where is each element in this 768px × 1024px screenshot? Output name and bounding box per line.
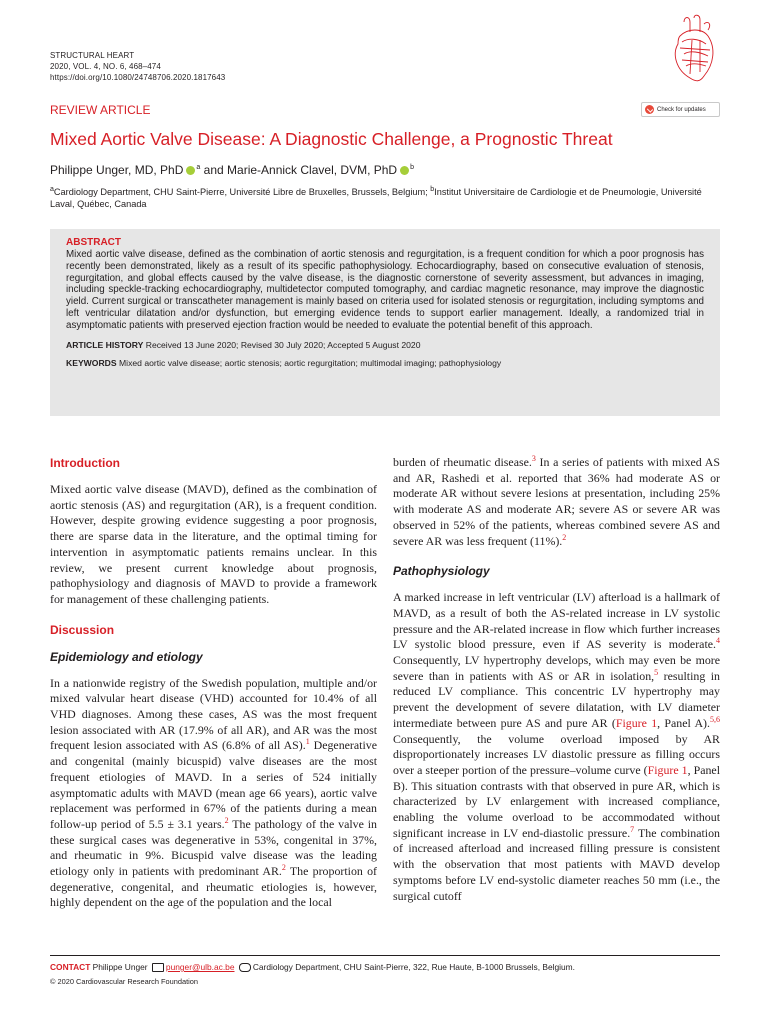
check-updates-label: Check for updates	[657, 106, 706, 113]
cont-text-1: burden of rheumatic disease.	[393, 455, 532, 469]
citation-link[interactable]: 5,6	[710, 714, 720, 724]
check-updates-icon	[645, 105, 654, 114]
journal-info	[50, 50, 225, 83]
citation-link[interactable]: 3	[531, 454, 536, 464]
abstract-box	[50, 229, 720, 416]
patho-text-b: Consequently, LV hypertrophy develops, which may even be more severe than in patients with AS or AR in isolation,	[393, 653, 720, 683]
intro-paragraph: Mixed aortic valve disease (MAVD), defined as the combination of aortic stenosis (AS) and regurgitation (AR), is a frequent condition. However, despite growing evidence suggesting a poor prognosis, there are sparse data in the literature, and the optimal timing for intervention in asymptomatic patients remains unclear. In this review, we present current knowledge about prognosis, pathophysiology and diagnosis of MAVD to provide a framework for management of these challenging patients.	[50, 482, 377, 606]
address-icon	[239, 963, 251, 972]
citation-link[interactable]: 2	[281, 863, 286, 873]
heart-logo-icon	[670, 14, 718, 84]
section-heading-discussion: Discussion	[50, 622, 115, 637]
epidemiology-paragraph	[50, 676, 377, 912]
section-heading-introduction: Introduction	[50, 456, 120, 470]
article-history	[66, 339, 704, 351]
patho-text-a: A marked increase in left ventricular (LV) afterload is a hallmark of MAVD, as a result of both the AS-related increase in LV systolic pressure and the AR-related increase in flow which further increases LV systolic blood pressure, even if AS severity is moderate.	[393, 590, 720, 652]
affiliation-a-mark: a	[50, 186, 54, 193]
orcid-icon[interactable]	[186, 166, 195, 175]
contact-email-link[interactable]: punger@ulb.ac.be	[165, 962, 235, 972]
contact-line	[50, 961, 575, 973]
footer-divider	[50, 955, 720, 956]
patho-text-e: Consequently, the volume overload imposed by AR disproportionately increases LV diastolic pressure as filling occurs over a steeper portion of the pressure–volume curve (	[393, 731, 720, 777]
contact-name: Philippe Unger	[92, 962, 148, 972]
author-2: Marie-Annick Clavel, DVM, PhD	[227, 163, 398, 177]
pathophysiology-paragraph	[393, 590, 720, 904]
patho-text-d: , Panel A).	[657, 715, 710, 730]
affiliation-b: Institut Universitaire de Cardiologie et de Pneumologie, Université Laval, Québec, Canada	[50, 187, 702, 210]
journal-volume: 2020, VOL. 4, NO. 6, 468–474	[50, 62, 161, 71]
article-type: REVIEW ARTICLE	[50, 103, 151, 117]
right-column	[393, 455, 720, 912]
epi-text-1: In a nationwide registry of the Swedish population, multiple and/or mixed valvular heart disease (VHD) accounted for 10.4% of all VHD diagnoses. Among these cases, AS was the most frequent lesion associated with AR (17.9% of all AR), and AR was the most frequent lesion associated with AS (6.8% of all AS).	[50, 675, 377, 753]
figure-link[interactable]: Figure 1	[615, 715, 658, 730]
affiliation-a: Cardiology Department, CHU Saint-Pierre, Université Libre de Bruxelles, Brussels, Belgium;	[53, 187, 428, 198]
abstract-text: Mixed aortic valve disease, defined as the combination of aortic stenosis and regurgitation, is a frequent condition for which a poor prognosis has recently been demonstrated, likely as a result of its specific pathophysiology. Echocardiography, based on consecutive evaluation of stenosis, regurgitation, and global effects caused by the valve disease, is the diagnostic cornerstone of severity assessment, but advances in imaging, including speckle-tracking echocardiography, multidetector computed tomography, and cardiac magnetic resonance, may improve the diagnostic yield. Current surgical or transcatheter management is mainly based on criteria used for isolated stenosis or regurgitation, including symptoms and left ventricular dilatation and/or dysfunction, but emerging evidence tends to support earlier management. Ideally, a randomized trial in asymptomatic patients with preserved ejection fraction would be needed to evaluate the potential benefit of this approach.	[66, 249, 704, 331]
epi-text-4: The proportion of degenerative, congenital, and rheumatic etiologies is, however, highly dependent on the age of the population and the local	[50, 864, 378, 910]
author-conjunction: and	[203, 163, 224, 177]
citation-link[interactable]: 1	[305, 737, 310, 747]
orcid-icon[interactable]	[400, 166, 409, 175]
patho-text-g: The combination of increased afterload and increased filling pressure is consistent with the observation that most patients with MAVD develop symptoms before LV end-systolic diameter reaches 50 mm (i.e., the surgical cutoff	[393, 825, 720, 903]
epi-text-2: Degenerative and congenital (mainly bicuspid) valve diseases are the most frequent etiologies of MAVD. In a series of 524 initially asymptomatic adults with MAVD (mean age 66 years), aortic valve replacement was performed in 67% of the patients during a mean follow-up period of 5.5 ± 3.1 years.	[50, 738, 377, 831]
subsection-heading-epidemiology: Epidemiology and etiology	[50, 649, 203, 664]
left-column	[50, 455, 377, 919]
article-title: Mixed Aortic Valve Disease: A Diagnostic Challenge, a Prognostic Threat	[50, 129, 613, 149]
epi-text-3: The pathology of the valve in these surgical cases was degenerative in 53%, congenital in 37%, and rheumatic in 9%. Bicuspid valve disease was the leading etiology only in patients with predominant AR.	[50, 816, 377, 879]
figure-link[interactable]: Figure 1	[647, 762, 688, 777]
citation-link[interactable]: 7	[630, 824, 635, 834]
affiliation-b-mark: b	[430, 186, 435, 193]
patho-text-c: resulting in reduced LV compliance. This concentric LV hypertrophy may prevent the development of severe dilatation, with LV diameter intermediate between pure AS and pure AR (	[393, 668, 721, 730]
author-2-affiliation: b	[410, 164, 414, 171]
keywords-list: Mixed aortic valve disease; aortic stenosis; aortic regurgitation; multimodal imaging; pathophysiology	[119, 357, 502, 368]
history-dates: Received 13 June 2020; Revised 30 July 2020; Accepted 5 August 2020	[145, 339, 421, 350]
abstract-heading: ABSTRACT	[66, 237, 121, 248]
citation-link[interactable]: 2	[562, 532, 567, 542]
check-for-updates-button[interactable]	[641, 102, 720, 117]
keywords-label: KEYWORDS	[66, 357, 117, 368]
contact-address: Cardiology Department, CHU Saint-Pierre, 322, Rue Haute, B-1000 Brussels, Belgium.	[252, 962, 575, 972]
affiliations	[50, 184, 720, 210]
email-icon	[152, 963, 164, 972]
citation-link[interactable]: 5	[654, 667, 659, 677]
subsection-heading-pathophysiology: Pathophysiology	[393, 564, 490, 579]
author-1: Philippe Unger, MD, PhD	[50, 163, 184, 177]
citation-link[interactable]: 4	[716, 636, 720, 646]
author-1-affiliation: a	[196, 164, 201, 171]
cont-text-2: In a series of patients with mixed AS and AR, Rashedi et al. reported that 36% had moderate AS or moderate AR without severe lesions at presentation, including 25% with moderate AS and moderate AR; severe AS or severe AR was observed in 52% of the patients, whereas combined severe AS and severe AR was less frequent (11%).	[393, 455, 720, 548]
etiology-continued-paragraph	[393, 455, 720, 549]
patho-text-f: , Panel B). This situation contrasts with that observed in pure AR, which is characterized by LV enlargement with increased compliance, enabling the volume overload to be accommodated without significant increase in LV end-diastolic pressure.	[393, 762, 720, 840]
citation-link[interactable]: 2	[224, 815, 229, 825]
keywords	[66, 357, 704, 369]
journal-name: STRUCTURAL HEART	[50, 51, 135, 60]
journal-doi[interactable]: https://doi.org/10.1080/24748706.2020.1817643	[50, 73, 226, 82]
contact-label: CONTACT	[50, 962, 91, 972]
history-label: ARTICLE HISTORY	[66, 339, 144, 350]
author-line	[50, 160, 414, 178]
copyright: © 2020 Cardiovascular Research Foundation	[50, 977, 199, 986]
